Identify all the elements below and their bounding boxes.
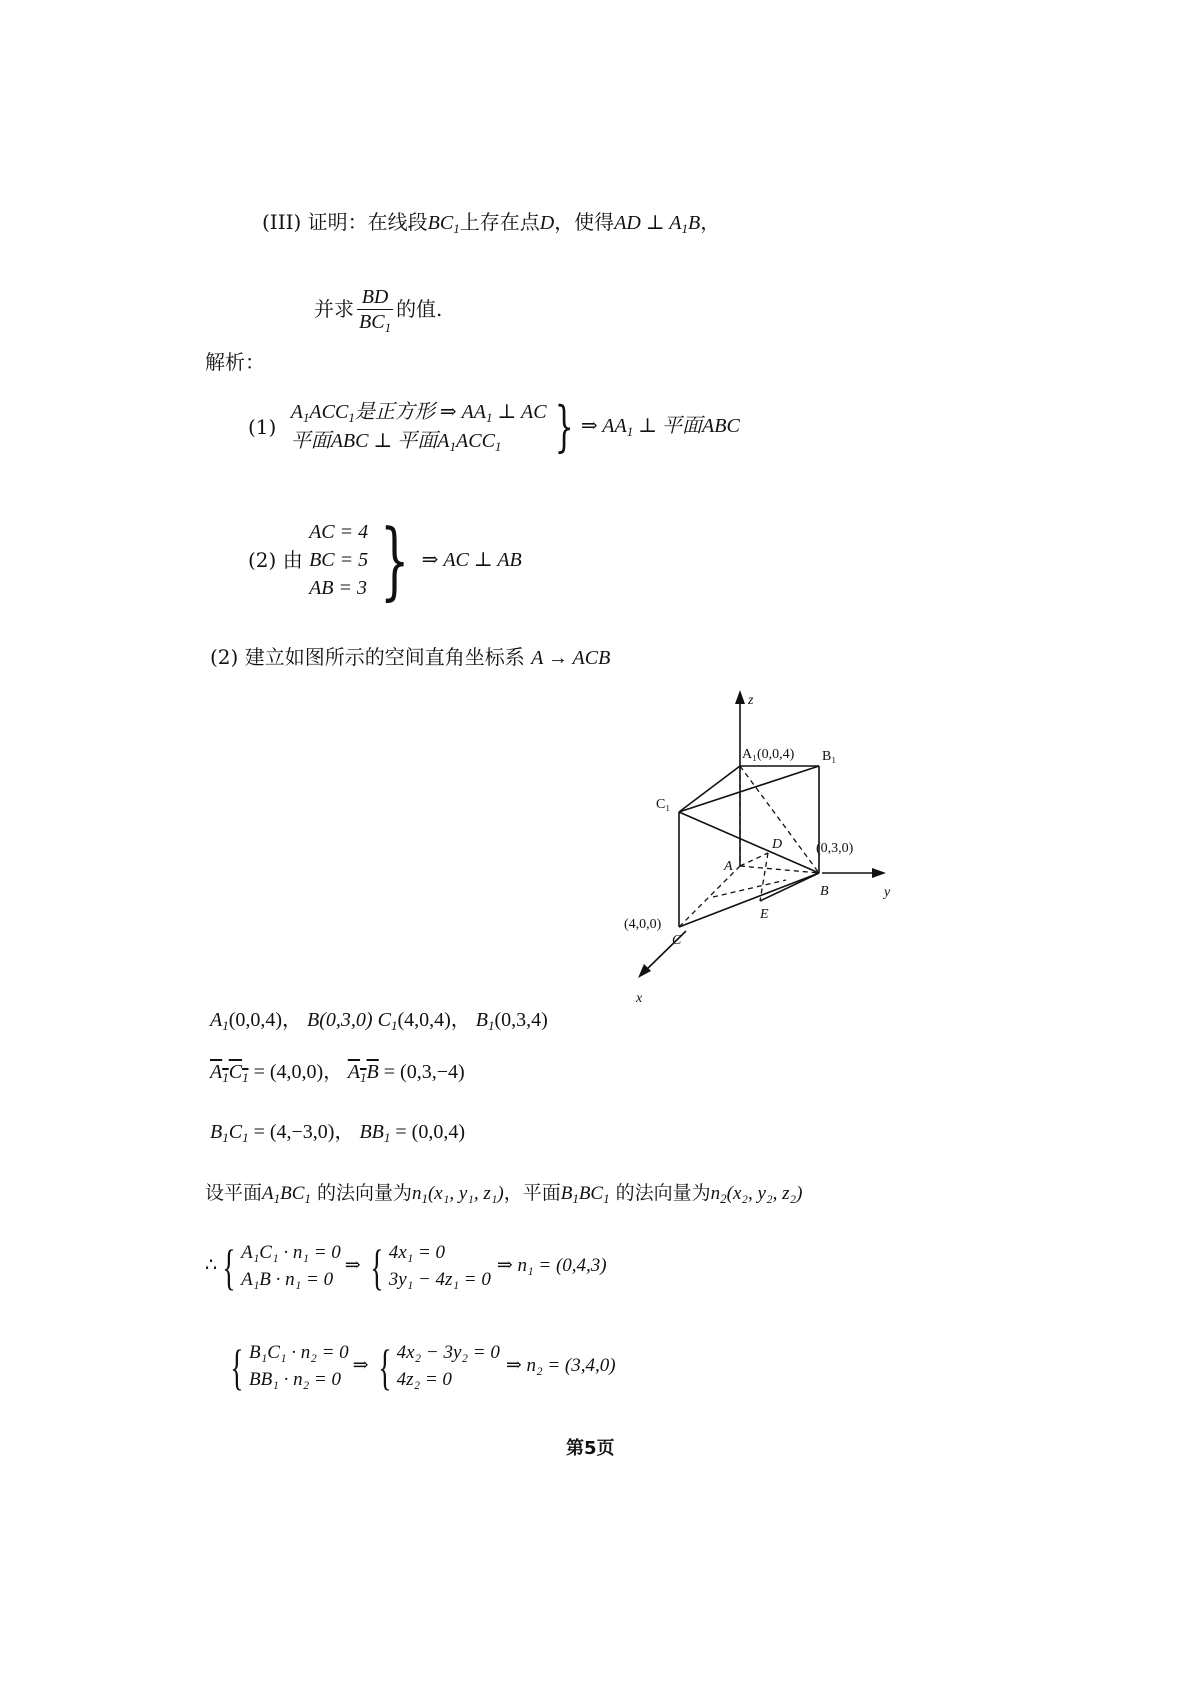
step3: (2) 建立如图所示的空间直角坐标系 A → ACB bbox=[210, 645, 611, 669]
label-d: D bbox=[772, 837, 783, 852]
ratio-fraction: $\frac{BD}{BC_1}$ bbox=[359, 286, 392, 335]
step2: (2) 由 AC = 4 BC = 5 AB = 3 } ⇒ AC ⊥ AB bbox=[248, 511, 522, 609]
system-1: ∴ { A₁C₁ · n₁ = 0 A₁B · n₁ = 0 ⇒ { 4x₁ = 0 3y₁ − 4z₁ = 0 ⇒ n₁ = (0,4,3) bbox=[205, 1238, 607, 1295]
normal-vector-statement: 设平面$A_1BC_1$ 的法向量为$n_1(x_1$, y₁, z₁)，平面$B_1BC_1$ 的法向量为$n_2(x_2$, y₂, z₂) bbox=[205, 1182, 803, 1206]
label-b1: B₁ bbox=[822, 749, 837, 764]
vectors-row1: $A_1C_1 = (4,0,0)$， $A_1B = (0,3,-4)$ bbox=[210, 1061, 465, 1085]
label-c-coord: (4,0,0) bbox=[624, 917, 662, 932]
vectors-row2: $B_1C_1 = (4,-3,0)$， $BB_1 = (0,0,4)$ bbox=[210, 1121, 465, 1145]
page-number: 第5页 bbox=[566, 1438, 615, 1459]
label-a: A bbox=[724, 859, 733, 874]
label-c: C bbox=[672, 933, 682, 948]
z-arrowhead bbox=[735, 690, 745, 704]
part3-statement: (III) 证明：在线段$BC_1$上存在点D，使得AD ⊥ $A_1B$， bbox=[262, 210, 721, 236]
step1: (1) $A_1ACC_1$是正方形 ⇒ $AA_1$ ⊥ AC 平面ABC ⊥ 平面$A_1ACC_1$ } ⇒ $AA_1$ ⊥ 平面ABC bbox=[248, 395, 740, 459]
y-axis-label: y bbox=[884, 885, 891, 900]
label-b-coord: (0,3,0) bbox=[816, 841, 854, 856]
label-c1: C₁ bbox=[656, 797, 671, 812]
solution-heading: 解析： bbox=[205, 350, 265, 374]
system-2: { B₁C₁ · n₂ = 0 BB₁ · n₂ = 0 ⇒ { 4x₂ − 3y₂ = 0 4z₂ = 0 ⇒ n₂ = (3,4,0) bbox=[230, 1338, 616, 1395]
part3-label: (III) bbox=[262, 210, 302, 234]
label-e: E bbox=[760, 907, 769, 922]
label-b: B bbox=[820, 884, 829, 899]
part3-ask: 并求 $\frac{BD}{BC_1}$ 的值. bbox=[314, 286, 443, 335]
point-coordinates: $A_1(0,0,4)$， B(0,3,0) $C_1(4,0,4)$， $B_1(0,3,4)$ bbox=[210, 1009, 548, 1033]
label-a1: A₁(0,0,4) bbox=[742, 747, 795, 762]
z-axis-label: z bbox=[748, 693, 754, 708]
x-axis-label: x bbox=[636, 991, 643, 1006]
prism-figure bbox=[610, 690, 900, 1010]
y-arrowhead bbox=[872, 868, 886, 878]
